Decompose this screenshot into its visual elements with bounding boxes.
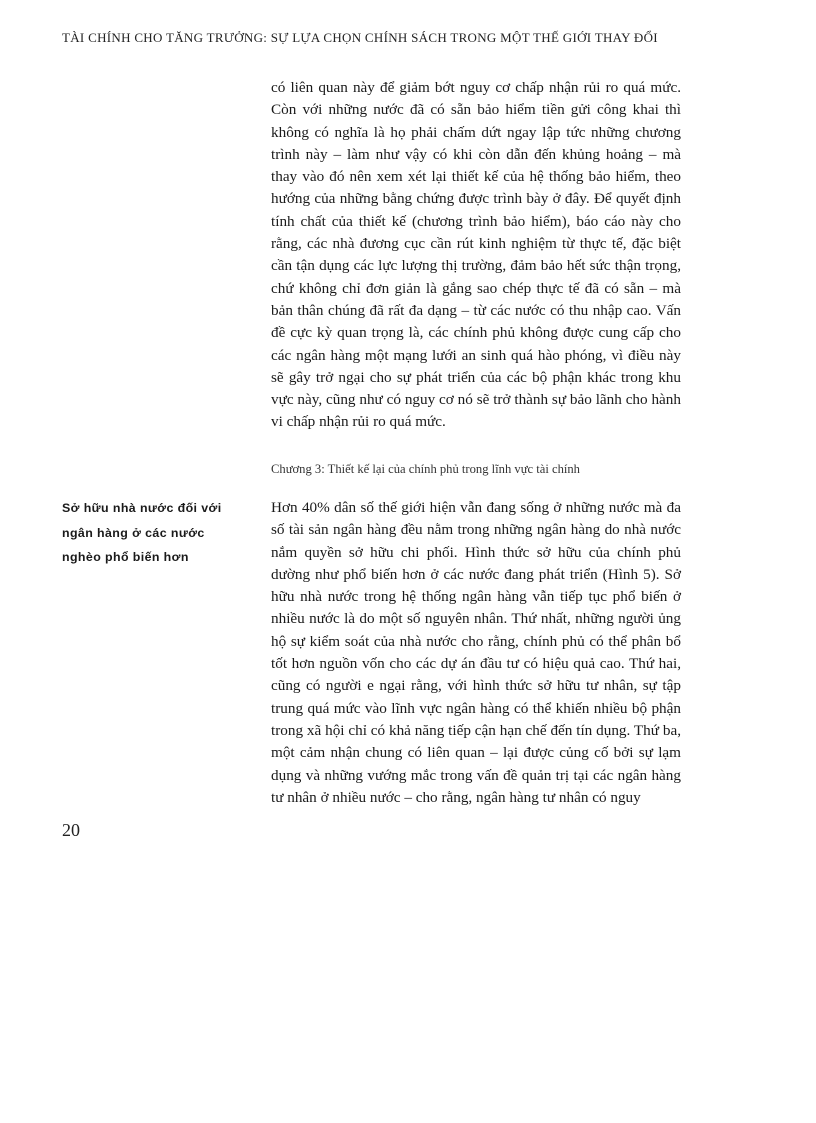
- body-paragraph-2: Hơn 40% dân số thế giới hiện vẫn đang sống ở những nước mà đa số tài sản ngân hàng đều nằm trong những ngân hàng do nhà nước nắm quyền sở hữu chi phối. Hình thức sở hữu của chính phủ dường như phổ biến hơn ở các nước đang phát triển (Hình 5). Sở hữu nhà nước trong hệ thống ngân hàng vẫn tiếp tục phổ biến ở nhiều nước là do một số nguyên nhân. Thứ nhất, những người ủng hộ sự kiểm soát của nhà nước cho rằng, chính phủ có thể phân bổ tốt hơn nguồn vốn cho các dự án đầu tư có hiệu quả cao. Thứ hai, cũng có người e ngại rằng, với hình thức sở hữu tư nhân, sự tập trung quá mức vào lĩnh vực ngân hàng có thể khiến nhiều bộ phận trong xã hội chỉ có khả năng tiếp cận hạn chế đến tín dụng. Thứ ba, một cảm nhận chung có liên quan – lại được củng cố bởi sự lạm dụng và những vướng mắc trong vấn đề quản trị tại các ngân hàng tư nhân ở nhiều nước – cho rằng, ngân hàng tư nhân có nguy: [271, 499, 681, 806]
- side-heading: [62, 496, 262, 570]
- chapter-note: Chương 3: Thiết kế lại của chính phủ trong lĩnh vực tài chính: [271, 462, 580, 476]
- side-heading-line-1: Sở hữu nhà nước đối với: [62, 501, 222, 515]
- body-paragraph-1: có liên quan này để giảm bớt nguy cơ chấp nhận rủi ro quá mức. Còn với những nước đã có sẵn bảo hiểm tiền gửi công khai thì không có nghĩa là họ phải chấm dứt ngay lập tức những chương trình này – làm như vậy có khi còn dẫn đến khủng hoảng – mà thay vào đó nên xem xét lại thiết kế của hệ thống bảo hiểm, theo hướng của những bằng chứng được trình bày ở đây. Để quyết định tính chất của thiết kế (chương trình bảo hiểm), báo cáo này cho rằng, các nhà đương cục cần rút kinh nghiệm từ thực tế, đặc biệt cần tận dụng các lực lượng thị trường, đảm bảo hết sức thận trọng, chứ không chỉ đơn giản là gắng sao chép thực tế đã có sẵn – mà bản thân chúng đã rất đa dạng – từ các nước có thu nhập cao. Vấn đề cực kỳ quan trọng là, các chính phủ không được cung cấp cho các ngân hàng một mạng lưới an sinh quá hào phóng, vì điều này sẽ gây trở ngại cho sự phát triển của các bộ phận khác trong khu vực này, cũng như có nguy cơ nó sẽ trở thành sự bảo lãnh cho hành vi chấp nhận rủi ro quá mức.: [271, 79, 681, 431]
- side-heading-line-3: nghèo phổ biến hơn: [62, 550, 189, 564]
- side-heading-line-2: ngân hàng ở các nước: [62, 525, 205, 540]
- running-header: TÀI CHÍNH CHO TĂNG TRƯỞNG: SỰ LỰA CHỌN CHÍNH SÁCH TRONG MỘT THẾ GIỚI THAY ĐỔI: [62, 30, 658, 45]
- page-number: 20: [62, 820, 80, 840]
